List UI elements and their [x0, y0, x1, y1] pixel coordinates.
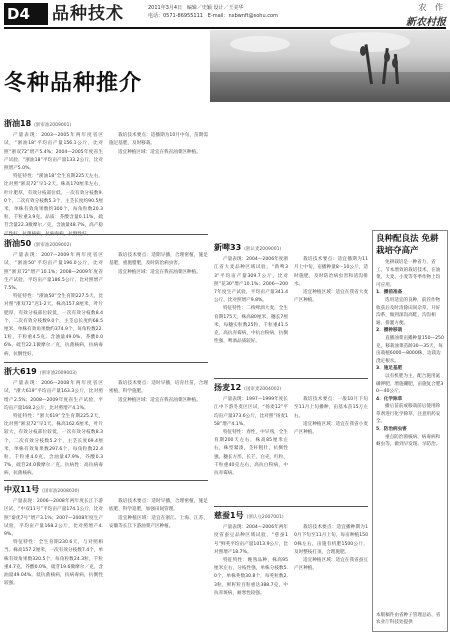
- editors: 编辑／史颖 设计／王美华: [186, 5, 244, 11]
- article-title: 中双11号: [4, 485, 40, 494]
- divider: [214, 378, 368, 379]
- article-reg: (国审油2008030): [42, 489, 80, 494]
- issue-date: 2011年3月4日: [148, 5, 183, 11]
- article-paragraph: 产量表现：2006—2008年两年度长江下游区试，“中双11号”平均亩产量174.1公斤，比对照“秦优7号”增产3.1%；2007—2008年度生产试验，平均亩产量168.2公斤，比对照增产4.9%。: [4, 499, 103, 538]
- tips-sidebox: [372, 230, 448, 632]
- divider: [4, 234, 208, 235]
- sidebox-credit: 本版稿件由省种子管理总站、省农业厅科技处提供: [376, 612, 441, 626]
- article-paragraph: 栽培技术要点：适播期为10月中旬，苗期需施足基肥，及时移栽。: [109, 133, 208, 147]
- article-yangmai12: [214, 382, 368, 502]
- phone: 电话：0571-86955111: [148, 13, 203, 19]
- sidebox-title: 良种配良法 免耕栽培夺高产: [376, 234, 439, 256]
- paper-brand: [406, 2, 446, 28]
- article-title: 扬麦12: [214, 383, 242, 392]
- masthead-rule: [4, 27, 446, 29]
- sidebox-heading: 5．防治病虫害: [376, 427, 407, 433]
- article-title: 新啤33: [214, 243, 242, 252]
- paper-name: 新农村报: [406, 17, 446, 28]
- sidebox-heading: 3．施足基肥: [376, 366, 403, 372]
- hero-title: 冬种品种推介: [4, 71, 143, 96]
- article-paragraph: 特征特性：二棱啤酒大麦，全生育期175天，株高80厘米，穗长7厘米，每穗实粒数25粒，千粒重41.5克，高抗赤霉病，中抗白粉病，抗倒性强，啤酒品质较好。: [214, 306, 288, 345]
- article-zheyou18: [4, 118, 208, 237]
- article-paragraph: 适宜种植区域：适宜在我省小麦产区种植。: [294, 421, 368, 436]
- article-paragraph: 适宜种植区域：适宜在我省油菜区种植。: [118, 397, 201, 403]
- article-xinpi33: [214, 242, 368, 374]
- article-title: 浙油50: [4, 239, 32, 248]
- article-title: 浙大619: [4, 367, 37, 376]
- article-paragraph: 栽培技术要点：适期早播，合理密植，施足基肥，重施腊肥，及时防治病虫害。: [109, 253, 208, 267]
- page-number: D4: [4, 3, 48, 25]
- sidebox-text: 直播油菜亩播种量150—250克，移栽油菜苗龄30—35天，每亩栽植6000—8000株，边栽边浇定根水。: [376, 335, 444, 364]
- article-paragraph: 适宜种植区域：适宜在我省蚕豆产区种植。: [294, 558, 368, 572]
- article-reg: (浙审油2009001): [34, 123, 72, 128]
- article-paragraph: 产量表现：2004—2006年两年度省蚕豆品种区域试验，“慈蚕1号”鲜荚平均亩产量1013.9公斤，比对照增产18.7%。: [214, 525, 288, 555]
- sidebox-body: [373, 259, 447, 449]
- article-cican1: [214, 510, 368, 634]
- email: E-mail：nxbwnft@sohu.com: [207, 13, 278, 19]
- hero-photo: [210, 30, 450, 102]
- masthead-meta: [148, 4, 378, 20]
- sidebox-text: 重点防治菌核病、病毒病和蚜虫等，做到早发现、早防治。: [376, 434, 441, 448]
- article-paragraph: 适宜种植区域：适宜在我省大麦产区种植。: [294, 290, 368, 304]
- divider: [4, 362, 208, 363]
- article-paragraph: 产量表现：2004—2006年度浙江省大麦品种区域试验，“新啤33”平均亩产量309.7公斤，比对照“花30”增产10.1%；2006—2007年度生产试验，平均亩产量341.4公斤，比对照增产9.8%。: [214, 257, 288, 304]
- article-reg: (浙认豆2007001): [246, 515, 284, 520]
- article-reg: (浙认麦2009001): [244, 247, 282, 252]
- article-paragraph: 栽培技术要点：适时早播，培育壮苗，合理密植，科学施肥。: [109, 381, 208, 395]
- article-paragraph: 适宜种植区域：适宜在浙江、上海、江苏、安徽等长江下游油菜产区种植。: [109, 515, 208, 529]
- article-paragraph: 栽培技术要点：适宜播期为11月上中旬，亩播种量8～10公斤，适时施肥，及时防治病虫害和清沟排水。: [294, 257, 368, 287]
- sidebox-heading: 1．播前准备: [376, 290, 403, 296]
- article-zheyou50: [4, 238, 208, 356]
- article-paragraph: 栽培技术要点：一般10月下旬至11月上旬播种，亩基本苗15万左右。: [294, 397, 368, 419]
- article-paragraph: 产量表现：2003—2005年两年度省区试，“浙油18”平均亩产量156.1公斤，比对照“浙双72”增产5.4%；2004—2005年度省生产试验，“浙油18”平均亩产量133.2公斤，比对照增产5.0%。: [4, 133, 103, 172]
- sidebox-text: 以有机肥为主，配合施用氮磷钾肥，增施硼肥，亩施复合肥30—40公斤。: [376, 373, 444, 395]
- divider: [214, 506, 368, 507]
- article-paragraph: 特征特性：“浙油18”全生育期225天左右，比对照“浙双72”早1-2天。株高170厘米左右，叶片肥厚，有效分枝部位低，一次有效分枝数9.0个，二次有效分枝数5.3个，主茎长度约90.5厘米，单株有效角果数约300个，每角粒数20.3粒，千粒重3.9克。品质：芥酸含量0.11%，硫苷含量22.3微摩尔／克，含油量48.7%，高产稳产性好，抗菌核病，抗病毒病，抗倒性好。: [4, 174, 103, 237]
- article-paragraph: 产量表现：2006—2008年两年度省区试，“浙大619”平均亩产量163.3公斤，比对照增产2.5%；2008—2009年度省生产试验，平均亩产量168.2公斤，比对照增产4.1%。: [4, 381, 103, 411]
- sidebox-heading: 4．化学除草: [376, 396, 403, 402]
- article-paragraph: 产量表现：2007—2009年两年度省区试，“浙油50”平均亩产量196.0公斤，比对照“浙双72”增产10.1%；2008—2009年度省生产试验，平均亩产量186.5公斤，比对照增产7.5%。: [4, 253, 103, 292]
- article-paragraph: 特征特性：全生育期230.6天，与对照相当。株高157.2厘米，一次有效分枝数7.4个，单株有效角果数320.5个，每角粒数24.3粒，千粒重4.7克。芥酸0.0%，硫苷19.6微摩尔／克，含油量49.04%。低抗菌核病，抗病毒病，抗倒性较强。: [4, 540, 103, 587]
- paper-category: 农 作: [418, 3, 446, 12]
- article-paragraph: 特征特性：“浙大619”全生育期225.2天，比对照“浙双72”早1天。株高162.6厘米，叶片较大，有效分枝部位较低，一次有效分枝数8.3个，二次有效分枝数5.2个，主茎长度69.4厘米，单株有效角果数297.6个，每角粒数22.4粒，千粒重4.0克。含油量47.9%，芥酸0.37%，硫苷24.0微摩尔／克。抗病性：高抗病毒病，抗菌核病。: [4, 414, 103, 477]
- article-zheda619: [4, 366, 208, 476]
- article-title: 慈蚕1号: [214, 511, 244, 520]
- article-paragraph: 特征特性：春性，中早熟，全生育期200天左右，株高85厘米左右，株型紧凑，茎秆粗壮，抗倒性强。穗长方形，长芒，白壳，红粒，千粒重40克左右，高抗白粉病，中抗赤霉病。: [214, 430, 288, 477]
- article-zhongshuang11: [4, 484, 208, 634]
- article-paragraph: 特征特性：“浙油50”全生育期227.5天，比对照“浙双72”迟1-2天。株高157.8厘米，叶片肥厚，有效分枝部位较低，一次有效分枝数8.4个，二次有效分枝数9.0个，主茎总长度约68.5厘米，单株有效角果数约374.9个，每角粒数22.1粒，千粒重4.5克。含油量49.0%，芥酸0.06%，硫苷22.1微摩尔／克，抗菌核病，抗病毒病，抗倒性好。: [4, 294, 103, 357]
- section-title: 品种技术: [52, 4, 124, 24]
- article-paragraph: 栽培技术要点：适宜播种期为10月下旬至11月上旬，每亩种植1500株左右，亩施有机肥1500公斤，及时整枝打顶，合理施肥。: [294, 525, 368, 555]
- sidebox-intro: 免耕栽培是一种省力、省工、节本增效的栽培技术，在油菜、大麦、小麦等冬季作物上均可应用。: [376, 260, 441, 288]
- article-reg: (国审麦2004002): [244, 387, 282, 392]
- sidebox-heading: 2．播种移栽: [376, 328, 403, 334]
- sidebox-text: 选用适宜的良种，前茬作物收获后及时清除田间杂草，开好沟系，做到深沟高畦、沟沟相通、排灌方便。: [376, 297, 441, 326]
- article-reg: (浙审油2009003): [39, 371, 77, 376]
- masthead: [0, 0, 450, 30]
- article-title: 浙油18: [4, 119, 32, 128]
- article-reg: (浙审油2009002): [34, 243, 72, 248]
- article-paragraph: 适宜种植区域：适宜在我省油菜区种植。: [118, 269, 201, 275]
- article-paragraph: 适宜种植区域：适宜在我省油菜区种植。: [118, 149, 201, 155]
- sidebox-text: 播后苗前或移栽前后使用除草剂进行化学除草，注意用药安全。: [376, 404, 441, 425]
- article-paragraph: 栽培技术要点：适时早播，合理密植，施足底肥，科学追肥，加强田间管理。: [109, 499, 208, 513]
- article-paragraph: 产量表现：1997—1999年度长江中下游冬麦区区试，“扬麦12”平均亩产量373.6公斤，比对照“扬麦158”增产4.1%。: [214, 397, 288, 427]
- divider: [4, 480, 208, 481]
- article-paragraph: 特征特性：晚熟品种，株高95厘米左右，分枝性强，单株分枝数5.0个，单株荚数30.8个，每荚粒数2.3粒，鲜籽粒百粒重达388.7克，中抗赤斑病，耐寒性较强。: [214, 558, 288, 596]
